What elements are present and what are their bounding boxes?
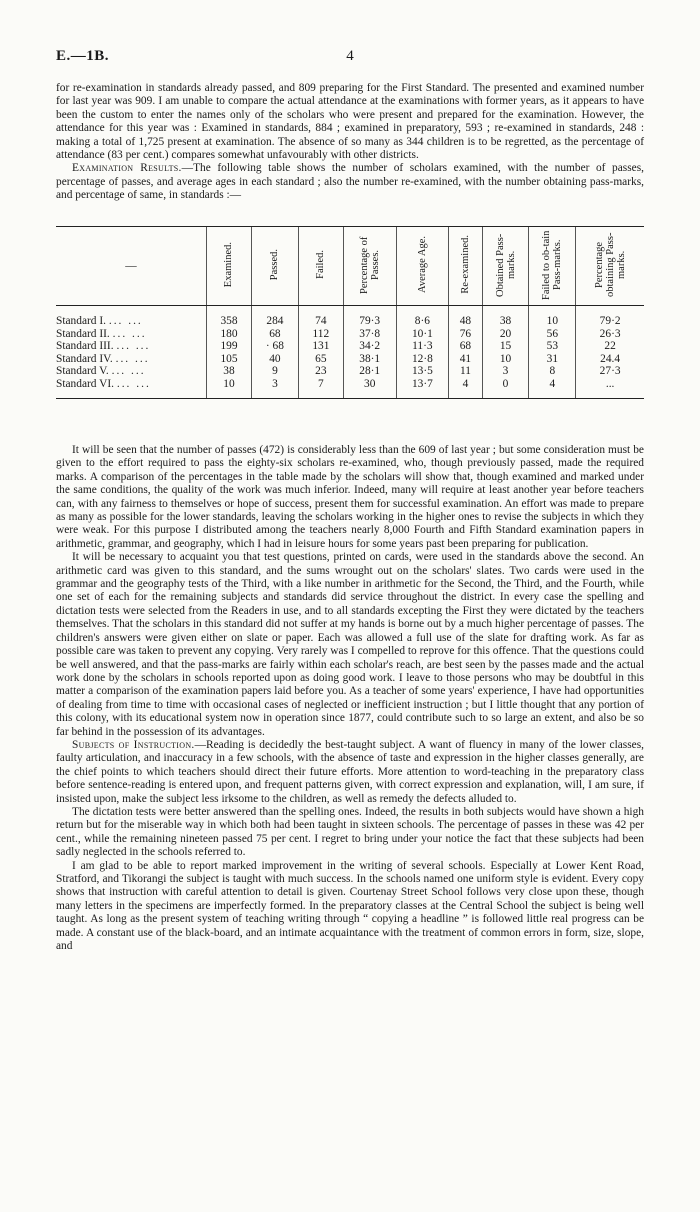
- table-cell: 38: [207, 365, 252, 378]
- table-cell: 112: [298, 328, 343, 341]
- table-cell: 8·6: [396, 306, 449, 328]
- column-header: Obtained Pass-marks.: [482, 227, 529, 306]
- table-cell: 4: [449, 378, 482, 398]
- table-cell: 10: [482, 353, 529, 366]
- table-cell: 8: [529, 365, 576, 378]
- paragraph: It will be necessary to acquaint you that test questions, printed on cards, were used in the standards above the second. An arithmetic card was given to this standard, and the sums wrought out on the scholars' slates. Two cards were used in the grammar and the geography tests of the Third, with a like number in arithmetic for the Second, the Third, and the Fourth, while one set of each for the remaining subjects and standards did service throughout the district. In every case the spelling and dictation tests were selected from the Readers in use, and to all standards excepting the First they were dictated by the teachers themselves. That the scholars in this standard did not suffer at my hands is borne out by a much higher percentage of passes. The children's answers were given either on slate or paper. Each was allowed a full use of the slate for drafting work. As far as possible care was taken to prevent any copying. Very rarely was I compelled to reprove for this offence. That the questions could be well answered, and that the pass-marks are fairly within each scholar's reach, are best seen by the passes made and the actual work done by the scholars in schools reported upon as doing good work. I leave to those persons who may be doubtful in this matter a comparison of the examination papers laid before you. As a teacher of some years' experience, I have had opportunities of dealing from time to time with occasional cases of neglected or inefficient instruction ; but I little thought that any portion of this colony, with its educational system now in operation since 1877, could contribute such to so large an extent, and also be so far behind in the possession of its advantages.: [56, 551, 644, 738]
- row-label: Standard IV. ... ...: [56, 352, 150, 365]
- paragraph: Subjects of Instruction.—Reading is decidedly the best-taught subject. A want of fluency in many of the lower classes, faulty articulation, and inaccuracy in a few schools, with the absence of taste and expression in the higher classes generally, are the chief points to which teachers should direct their future efforts. More attention to word-teaching in the preparatory class before sentence-reading is entered upon, and frequent patterns given, with correct expression and explanation, will, I am sure, if insisted upon, make the subject less irksome to the children, as well as remedy the defects alluded to.: [56, 738, 644, 805]
- document-reference: E.—1B.: [56, 48, 110, 64]
- section-heading: Subjects of Instruction.: [72, 738, 195, 751]
- table-header-row: [56, 227, 644, 306]
- section-heading: Examination Results.: [72, 162, 182, 175]
- table-cell: 37·8: [343, 328, 396, 341]
- table-cell: 12·8: [396, 353, 449, 366]
- paragraph: I am glad to be able to report marked improvement in the writing of several schools. Especially at Lower Kent Road, Stratford, and Tikorangi the subject is taught with much success. In the schools named one uniform style is evident. Every copy shows that instruction with careful attention to detail is given. Courtenay Street School follows very close upon these, though many letters in the specimens are imperfectly formed. In the preparatory classes at the Central School the subject is being well taught. As long as the present system of teaching writing through “ copying a headline ” is followed little real progress can be made. A constant use of the black-board, and an intimate acquaintance with the treatment of common errors in form, size, slope, and: [56, 859, 644, 953]
- table-cell: 131: [298, 340, 343, 353]
- table-cell: 180: [207, 328, 252, 341]
- table-cell: 3: [482, 365, 529, 378]
- table-cell: 10: [529, 306, 576, 328]
- table-cell: 40: [251, 353, 298, 366]
- table-cell: 41: [449, 353, 482, 366]
- table-row: [56, 340, 644, 353]
- column-header: Failed.: [298, 227, 343, 306]
- table-cell: 34·2: [343, 340, 396, 353]
- row-label: Standard III. ... ...: [56, 340, 151, 353]
- table-cell: 23: [298, 365, 343, 378]
- paragraph: Examination Results.—The following table shows the number of scholars examined, with the number of passes, percentage of passes, and average ages in each standard ; also the number re-examined, with the number obtaining pass-marks, and percentage of same, in standards :—: [56, 162, 644, 202]
- table-row: [56, 365, 644, 378]
- table-cell: 105: [207, 353, 252, 366]
- report-body-text: [56, 444, 644, 953]
- table-cell: 15: [482, 340, 529, 353]
- table-row: [56, 328, 644, 341]
- table-cell: 56: [529, 328, 576, 341]
- column-header-blank: —: [56, 227, 207, 306]
- table-cell: 10·1: [396, 328, 449, 341]
- table-cell: 11·3: [396, 340, 449, 353]
- table-cell: ...: [576, 378, 644, 398]
- page-header: [56, 48, 644, 68]
- table-cell: 11: [449, 365, 482, 378]
- table-cell: 4: [529, 378, 576, 398]
- column-header: Percentage obtaining Pass-marks.: [576, 227, 644, 306]
- table-cell: 79·3: [343, 306, 396, 328]
- row-label: Standard II. ... ...: [56, 327, 147, 340]
- table-cell: 31: [529, 353, 576, 366]
- table-cell: 68: [251, 328, 298, 341]
- table-cell: 30: [343, 378, 396, 398]
- table-row: [56, 353, 644, 366]
- table-cell: 3: [251, 378, 298, 398]
- intro-text: [56, 82, 644, 203]
- table-cell: 28·1: [343, 365, 396, 378]
- table-cell: 20: [482, 328, 529, 341]
- row-label: Standard V. ... ...: [56, 365, 146, 378]
- table-cell: 27·3: [576, 365, 644, 378]
- column-header: Average Age.: [396, 227, 449, 306]
- column-header: Re-examined.: [449, 227, 482, 306]
- table-cell: 74: [298, 306, 343, 328]
- column-header: Percentage of Passes.: [343, 227, 396, 306]
- paragraph: for re-examination in standards already passed, and 809 preparing for the First Standard. The presented and examined number for last year was 909. I am unable to compare the actual attendance at the examinations with former years, as it appears to have been the custom to enter the names only of the scholars who were present and prepared for the examination. However, the attendance for this year was : Examined in standards, 884 ; examined in preparatory, 593 ; re-examined in standards, 248 : making a total of 1,725 present at examination. The absence of so many as 344 children is to be regretted, as the percentage of attendance (83 per cent.) compares somewhat unfavourably with other districts.: [56, 82, 644, 162]
- table-cell: 68: [449, 340, 482, 353]
- table-cell: 24.4: [576, 353, 644, 366]
- row-label: Standard I. ... ...: [56, 315, 143, 327]
- table-row: [56, 378, 644, 398]
- table-cell: 53: [529, 340, 576, 353]
- page-number: 4: [346, 48, 354, 64]
- table-cell: 13·5: [396, 365, 449, 378]
- paragraph: The dictation tests were better answered than the spelling ones. Indeed, the results in both subjects would have shown a high return but for the miserable way in which both had been taught in sixteen schools. The percentage of passes in these was 42 per cent., while the remaining nineteen passed 75 per cent. I regret to bring under your notice the fact that these subjects had been sadly neglected in the schools referred to.: [56, 805, 644, 859]
- table-cell: 76: [449, 328, 482, 341]
- table-cell: 13·7: [396, 378, 449, 398]
- table-cell: 0: [482, 378, 529, 398]
- paragraph: It will be seen that the number of passes (472) is considerably less than the 609 of last year ; but some consideration must be given to the effort required to pass the eighty-six scholars re-examined, who, though previously passed, made the required marks. A comparison of the percentages in the table made by the scholars will show that, though examined and marked under the same conditions, the quality of the work was much inferior. Indeed, many will require at least another year before teachers can, with any fairness to themselves or hope of success, present them for successful examination. An effort was made to prepare as many as possible for the lower standards, leaving the scholars working in the higher ones to revise the subjects in which they were weak. For this purpose I distributed among the teachers nearly 8,000 Fourth and Fifth Standard examination papers in arithmetic, grammar, and geography, which I had in leisure hours for some years past been preparing for publication.: [56, 444, 644, 550]
- table-cell: 22: [576, 340, 644, 353]
- table-row: [56, 306, 644, 328]
- table-cell: 284: [251, 306, 298, 328]
- examination-results-table: [56, 226, 644, 399]
- column-header: Examined.: [207, 227, 252, 306]
- table-cell: 199: [207, 340, 252, 353]
- table-cell: 38·1: [343, 353, 396, 366]
- table-cell: 79·2: [576, 306, 644, 328]
- table-cell: 26·3: [576, 328, 644, 341]
- table-cell: 48: [449, 306, 482, 328]
- table-cell: 65: [298, 353, 343, 366]
- table-cell: 358: [207, 306, 252, 328]
- row-label: Standard VI. ... ...: [56, 378, 207, 398]
- column-header: Passed.: [251, 227, 298, 306]
- table-cell: · 68: [251, 340, 298, 353]
- column-header: Failed to ob-tain Pass-marks.: [529, 227, 576, 306]
- table-cell: 38: [482, 306, 529, 328]
- table-cell: 9: [251, 365, 298, 378]
- table-cell: 7: [298, 378, 343, 398]
- table-cell: 10: [207, 378, 252, 398]
